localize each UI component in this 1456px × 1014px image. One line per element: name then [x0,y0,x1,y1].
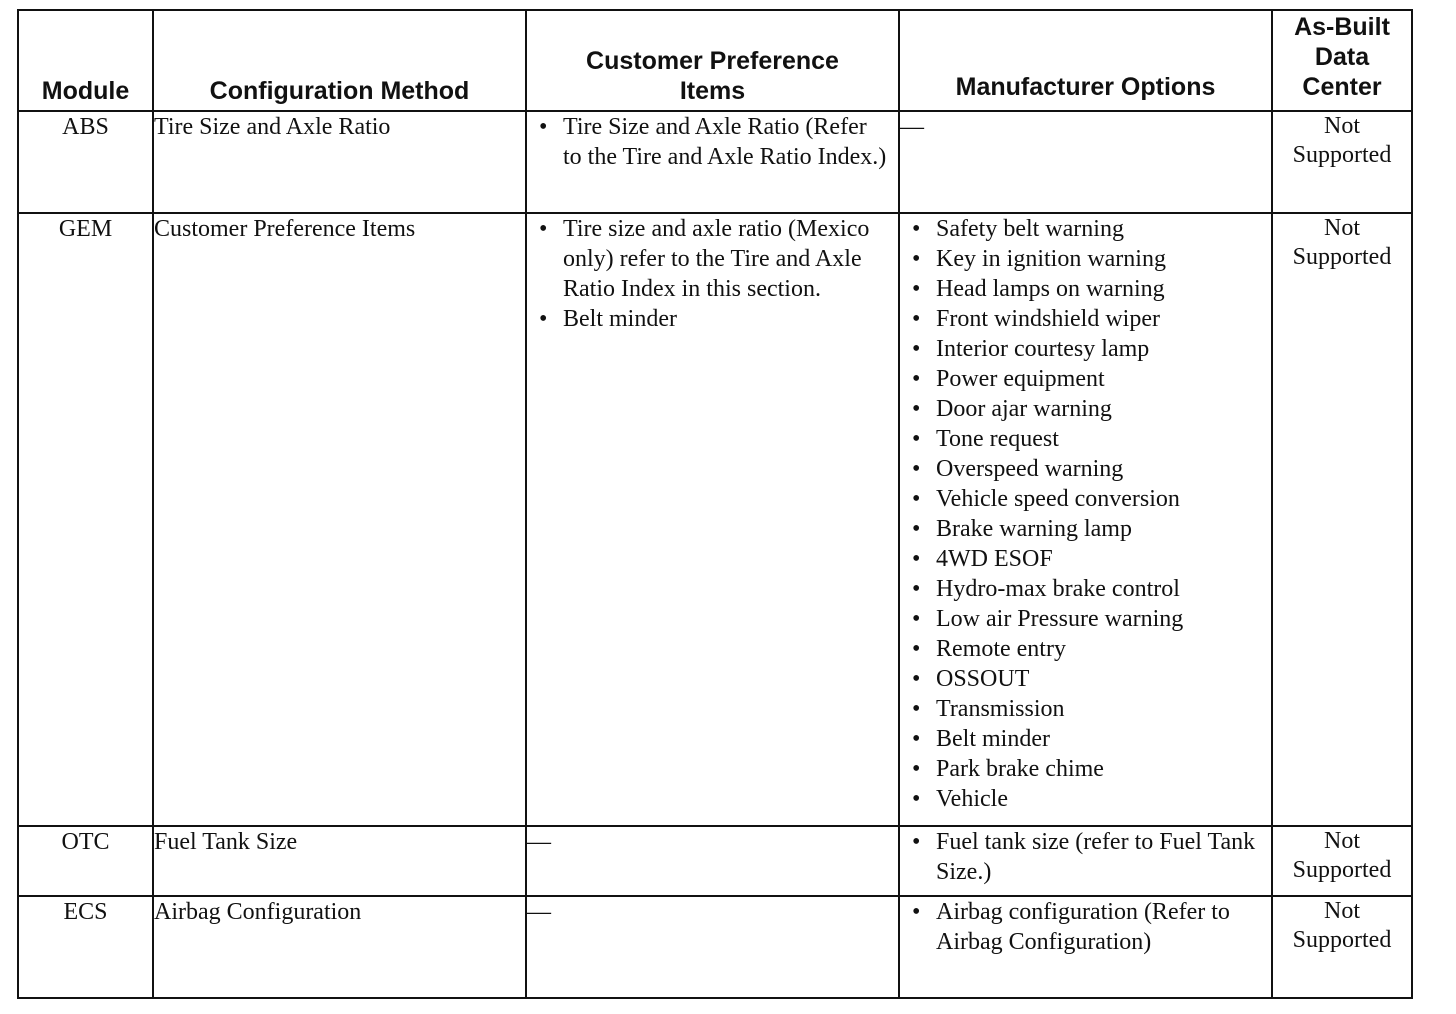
list-item: • OSSOUT [912,664,1263,694]
configuration-table [17,9,1413,999]
list-item: • Door ajar warning [912,394,1263,424]
list-item: • Belt minder [539,304,890,334]
list-item: • Front windshield wiper [912,304,1263,334]
method-cell: Airbag Configuration [153,896,526,998]
customer-items-cell [526,213,899,826]
list-item: • Park brake chime [912,754,1263,784]
table-row-otc [18,826,1412,896]
support-status-cell [1272,213,1412,826]
list-item: • Remote entry [912,634,1263,664]
support-status-line: Not [1324,215,1360,241]
support-status-cell [1272,826,1412,896]
list-item: • Overspeed warning [912,454,1263,484]
table-row-abs [18,111,1412,213]
list-item: • Vehicle [912,784,1263,814]
manufacturer-options-cell [899,896,1272,998]
list-item: • Belt minder [912,724,1263,754]
method-cell: Fuel Tank Size [153,826,526,896]
list-item: • Head lamps on warning [912,274,1263,304]
module-cell: ABS [18,111,153,213]
list-item: • Hydro-max brake control [912,574,1263,604]
list-item: • Interior courtesy lamp [912,334,1263,364]
manufacturer-options-cell [899,826,1272,896]
list-item: • Transmission [912,694,1263,724]
list-item: • Tire size and axle ratio (Mexico only) refer to the Tire and Axle Ratio Index in this section. [539,214,890,304]
manufacturer-options-list [900,897,1271,957]
support-status-line: Not [1324,828,1360,854]
table-row-gem [18,213,1412,826]
list-item: • Vehicle speed conversion [912,484,1263,514]
module-cell: OTC [18,826,153,896]
table-row-ecs [18,896,1412,998]
manufacturer-options-list [900,214,1271,814]
manufacturer-options-list [900,827,1271,887]
list-item: • Key in ignition warning [912,244,1263,274]
module-cell: GEM [18,213,153,826]
list-item: • Tone request [912,424,1263,454]
header-configuration-method: Configuration Method [153,10,526,111]
list-item: • Low air Pressure warning [912,604,1263,634]
support-status-line: Supported [1292,927,1392,953]
customer-items-list [527,214,898,334]
support-status-line: Supported [1292,142,1392,168]
support-status-line: Not [1324,113,1360,139]
customer-items-cell: — [526,826,899,896]
module-cell: ECS [18,896,153,998]
support-status-cell [1272,111,1412,213]
support-status-line: Supported [1292,857,1392,883]
header-row [18,10,1412,111]
customer-items-cell: — [526,896,899,998]
header-customer-preference-items: Customer Preference Items [526,10,899,111]
manufacturer-options-cell: — [899,111,1272,213]
support-status-line: Supported [1292,244,1392,270]
support-status-line: Not [1324,898,1360,924]
list-item: • Fuel tank size (refer to Fuel Tank Size.) [912,827,1263,887]
manufacturer-options-cell [899,213,1272,826]
list-item: • Tire Size and Axle Ratio (Refer to the Tire and Axle Ratio Index.) [539,112,890,172]
support-status-cell [1272,896,1412,998]
list-item: • Airbag configuration (Refer to Airbag Configuration) [912,897,1263,957]
header-module: Module [18,10,153,111]
customer-items-list [527,112,898,172]
list-item: • Safety belt warning [912,214,1263,244]
header-as-built-data-center: As-Built Data Center [1272,10,1412,111]
list-item: • 4WD ESOF [912,544,1263,574]
header-manufacturer-options: Manufacturer Options [899,10,1272,111]
customer-items-cell [526,111,899,213]
list-item: • Power equipment [912,364,1263,394]
method-cell: Tire Size and Axle Ratio [153,111,526,213]
method-cell: Customer Preference Items [153,213,526,826]
list-item: • Brake warning lamp [912,514,1263,544]
